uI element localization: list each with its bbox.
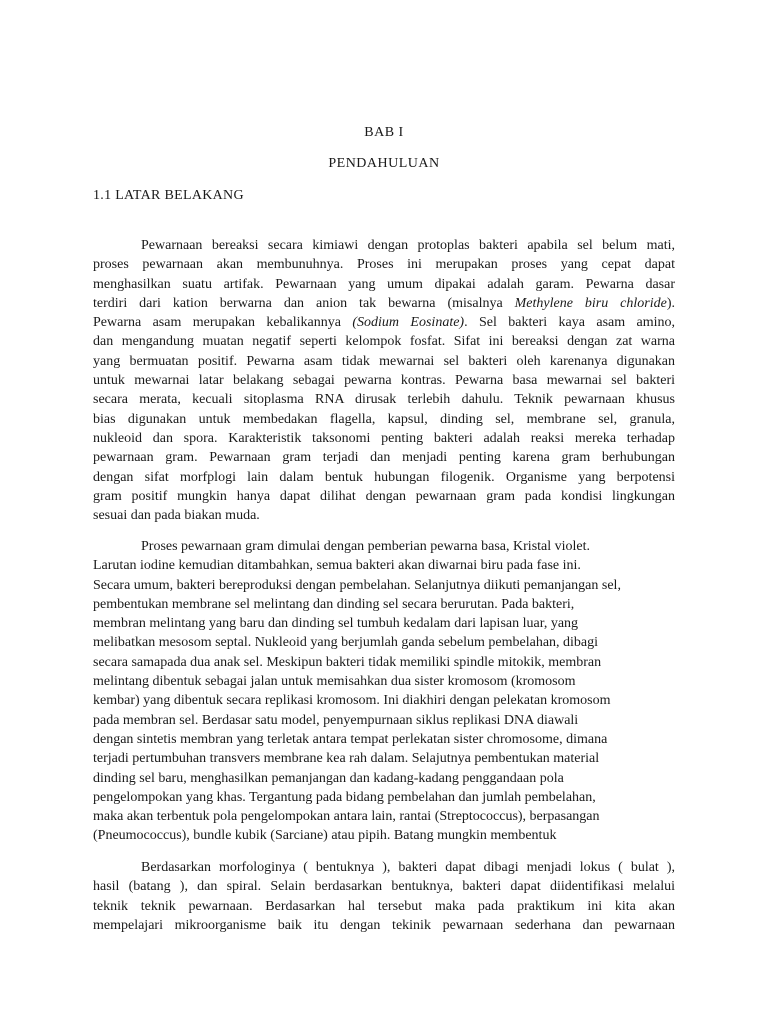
- paragraph-line: hasil (batang ), dan spiral. Selain berdasarkan bentuknya, bakteri dapat diidentifikasi melalui: [93, 879, 675, 895]
- paragraph-line: proses pewarnaan akan membunuhnya. Proses ini merupakan proses yang cepat dapat: [93, 257, 675, 273]
- paragraph-line: dinding sel baru, menghasilkan pemanjangan dan kadang-kadang penggandaan pola: [93, 770, 564, 786]
- paragraph-line-text: . Sel bakteri kaya asam amino,: [464, 315, 676, 331]
- paragraph-line: menghasilkan suatu artifak. Pewarnaan yang umum dipakai adalah garam. Pewarna dasar: [93, 276, 675, 292]
- paragraph-line-text: terdiri dari kation berwarna dan anion tak bewarna (misalnya: [93, 295, 515, 311]
- paragraph-line: Larutan iodine kemudian ditambahkan, semua bakteri akan diwarnai biru pada fase ini.: [93, 558, 581, 574]
- paragraph-line: maka akan terbentuk pola pengelompokan antara lain, rantai (Streptococcus), berpasangan: [93, 809, 600, 825]
- paragraph-line: secara samapada dua anak sel. Meskipun bakteri tidak memiliki spindle mitokik, membran: [93, 654, 602, 670]
- paragraph-line: secara merata, kecuali sitoplasma RNA dirusak terlebih dahulu. Teknik pewarnaan khusus: [93, 392, 675, 408]
- paragraph-latar-belakang-3: [93, 858, 675, 935]
- paragraph-line: gram positif mungkin hanya dapat dilihat dengan pewarnaan gram pada kondisi lingkungan: [93, 488, 675, 504]
- paragraph-line: dengan sintetis membran yang terletak antara tempat perlekatan sister chromosome, dimana: [93, 731, 608, 747]
- paragraph-line: kembar) yang dibentuk secara replikasi kromosom. Ini diakhiri dengan pelekatan kromosom: [93, 693, 611, 709]
- paragraph-line: dengan sifat morfplogi lain dalam bentuk hubungan filogenik. Organisme yang berpotensi: [93, 469, 675, 485]
- paragraph-line: pada membran sel. Berdasar satu model, penyempurnaan siklus replikasi DNA diawali: [93, 712, 579, 728]
- paragraph-line: melintang dibentuk sebagai jalan untuk memisahkan dua sister kromosom (kromosom: [93, 674, 576, 690]
- paragraph-line: membran melintang yang baru dan dinding sel tumbuh kedalam dari lapisan luar, yang: [93, 616, 579, 632]
- dye-name-methylene: Methylene biru chloride: [514, 295, 667, 311]
- paragraph-line: dan mengandung muatan negatif seperti kelompok fosfat. Sifat ini bereaksi dengan zat warna: [93, 334, 675, 350]
- paragraph-line: Secara umum, bakteri bereproduksi dengan pembelahan. Selanjutnya diikuti pemanjangan sel,: [93, 577, 621, 593]
- paragraph-line: Proses pewarnaan gram dimulai dengan pemberian pewarna basa, Kristal violet.: [141, 539, 591, 554]
- chapter-label: BAB I: [364, 125, 404, 140]
- paragraph-line-text: ).: [666, 295, 675, 311]
- paragraph-line: untuk mewarnai latar belakang sebagai pewarna kontras. Pewarna basa mewarnai sel bakteri: [93, 373, 675, 389]
- paragraph-line: Berdasarkan morfologinya ( bentuknya ), bakteri dapat dibagi menjadi lokus ( bulat ),: [141, 860, 675, 875]
- paragraph-line: [93, 294, 675, 313]
- paragraph-line: melibatkan mesosom septal. Nukleoid yang berjumlah ganda sebelum pembelahan, dibagi: [93, 635, 599, 651]
- paragraph-line: teknik teknik pewarnaan. Berdasarkan hal tersebut maka pada praktikum ini kita akan: [93, 898, 675, 914]
- paragraph-line: pewarnaan gram. Pewarnaan gram terjadi dan menjadi penting karena gram berhubungan: [93, 450, 675, 466]
- paragraph-line: terjadi pertumbuhan transvers membrane kea rah dalam. Selajutnya pembentukan material: [93, 751, 600, 767]
- paragraph-line: bias digunakan untuk membedakan flagella, kapsul, dinding sel, membrane sel, granula,: [93, 411, 675, 427]
- paragraph-line: pembentukan membrane sel melintang dan dinding sel secara berurutan. Pada bakteri,: [93, 596, 575, 612]
- paragraph-line: mempelajari mikroorganisme baik itu dengan tekinik pewarnaan sederhana dan pewarnaan: [93, 917, 675, 933]
- paragraph-line: Pewarnaan bereaksi secara kimiawi dengan protoplas bakteri apabila sel belum mati,: [141, 238, 675, 253]
- paragraph-line: sesuai dan pada biakan muda.: [93, 508, 260, 524]
- paragraph-line: [93, 313, 675, 332]
- section-heading: 1.1 LATAR BELAKANG: [93, 188, 244, 203]
- chapter-title: PENDAHULUAN: [328, 156, 440, 171]
- dye-name-sodium-eosinate: (Sodium Eosinate): [352, 315, 465, 331]
- paragraph-line: pengelompokan yang khas. Tergantung pada bidang pembelahan dan jumlah pembelahan,: [93, 789, 596, 805]
- paragraph-line: nukleoid dan spora. Karakteristik taksonomi penting bakteri adalah reaksi mereka terhadap: [93, 430, 675, 446]
- paragraph-line: yang bermuatan positif. Pewarna asam tidak mewarnai sel bakteri oleh karenanya digunakan: [93, 353, 675, 369]
- paragraph-latar-belakang-2: [93, 537, 675, 846]
- paragraph-line: (Pneumococcus), bundle kubik (Sarciane) atau pipih. Batang mungkin membentuk: [93, 828, 557, 844]
- paragraph-latar-belakang-1: [93, 236, 675, 525]
- paragraph-line-text: Pewarna asam merupakan kebalikannya: [93, 315, 353, 331]
